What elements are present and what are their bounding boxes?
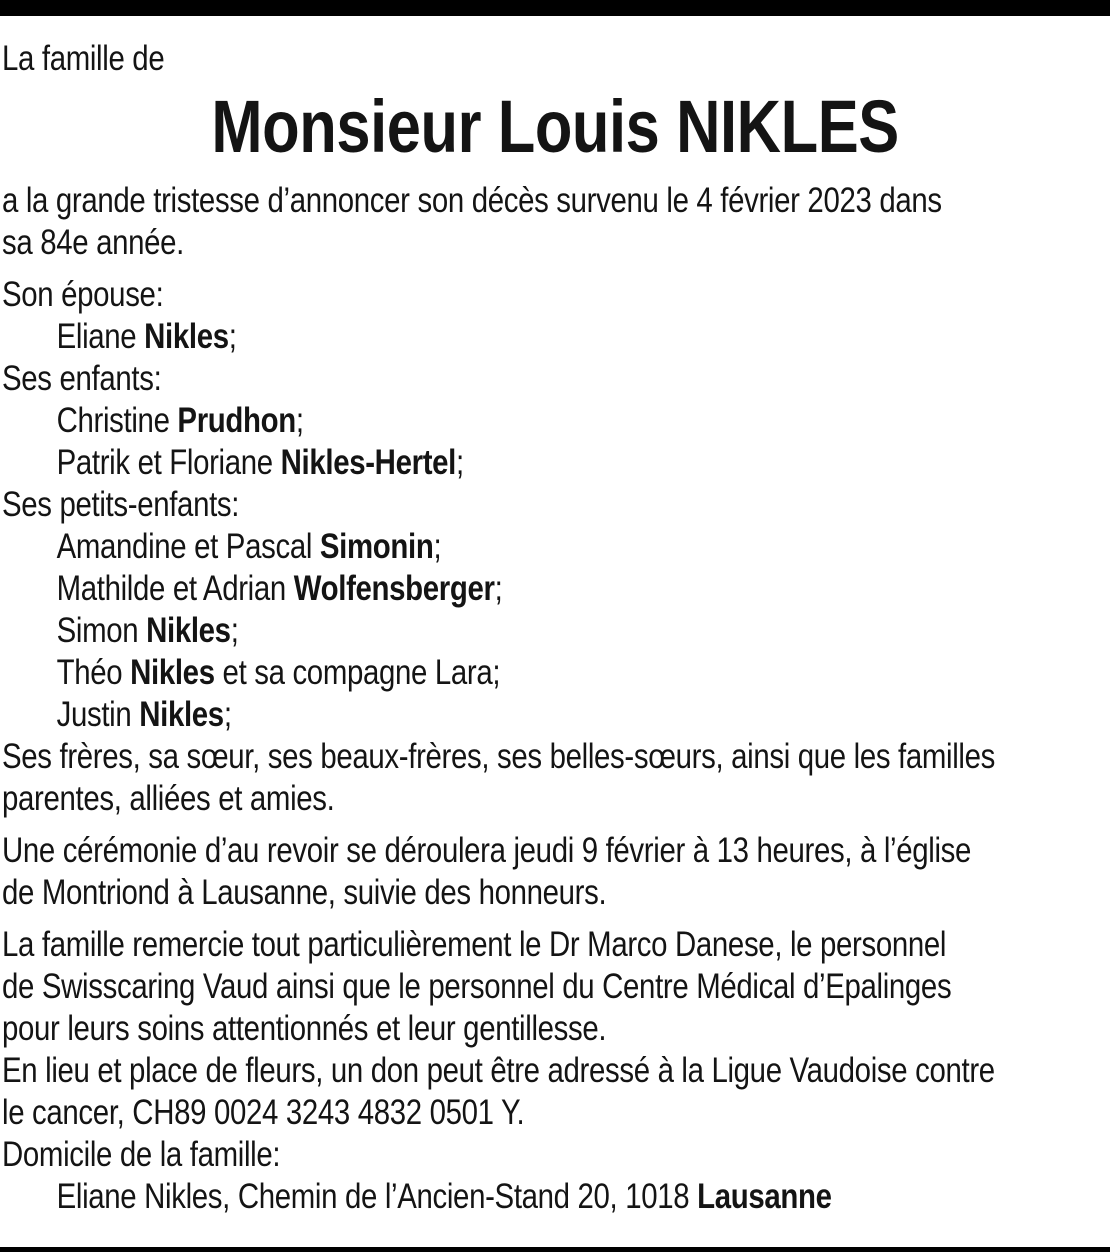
spouse-label: Son épouse: xyxy=(2,275,164,314)
ceremony-text: Une cérémonie d’au revoir se déroulera jeudi 9 février à 13 heures, à l’église de Montriond à Lausanne, suivie des honneurs. xyxy=(2,831,972,912)
child-entry: Patrik et Floriane Nikles-Hertel; xyxy=(56,443,464,482)
grandchildren-label: Ses petits-enfants: xyxy=(2,485,240,524)
announcement-text: a la grande tristesse d’annoncer son décès survenu le 4 février 2023 dans sa 84e année. xyxy=(2,181,942,262)
children-label: Ses enfants: xyxy=(2,359,162,398)
donation-text: En lieu et place de fleurs, un don peut être adressé à la Ligue Vaudoise contre le cancer, CH89 0024 3243 4832 0501 Y. xyxy=(2,1051,995,1132)
bottom-rule xyxy=(0,1247,1110,1252)
relatives-line: parentes, alliées et amies. xyxy=(2,779,335,818)
grandchild-entry: Théo Nikles et sa compagne Lara; xyxy=(56,653,501,692)
spouse-entry: Eliane Nikles; xyxy=(56,317,237,356)
family-list xyxy=(2,274,1108,820)
domicile-address: Eliane Nikles, Chemin de l’Ancien-Stand 20, 1018 Lausanne xyxy=(56,1177,832,1216)
domicile-label: Domicile de la famille: xyxy=(2,1135,281,1174)
obituary-notice xyxy=(2,38,1108,1218)
grandchild-entry: Justin Nikles; xyxy=(56,695,232,734)
grandchild-entry: Mathilde et Adrian Wolfensberger; xyxy=(56,569,503,608)
intro-line: La famille de xyxy=(2,39,165,78)
thanks-text: La famille remercie tout particulièrement le Dr Marco Danese, le personnel de Swisscaring Vaud ainsi que le personnel du Centre Médical d’Epalinges pour leurs soins attentionnés et leur gentillesse. xyxy=(2,925,952,1048)
top-rule xyxy=(0,0,1110,16)
relatives-line: Ses frères, sa sœur, ses beaux-frères, ses belles-sœurs, ainsi que les familles xyxy=(2,737,996,776)
child-entry: Christine Prudhon; xyxy=(56,401,304,440)
deceased-name: Monsieur Louis NIKLES xyxy=(211,85,899,168)
grandchild-entry: Simon Nikles; xyxy=(56,611,239,650)
domicile-block xyxy=(2,1134,1108,1218)
grandchild-entry: Amandine et Pascal Simonin; xyxy=(56,527,442,566)
